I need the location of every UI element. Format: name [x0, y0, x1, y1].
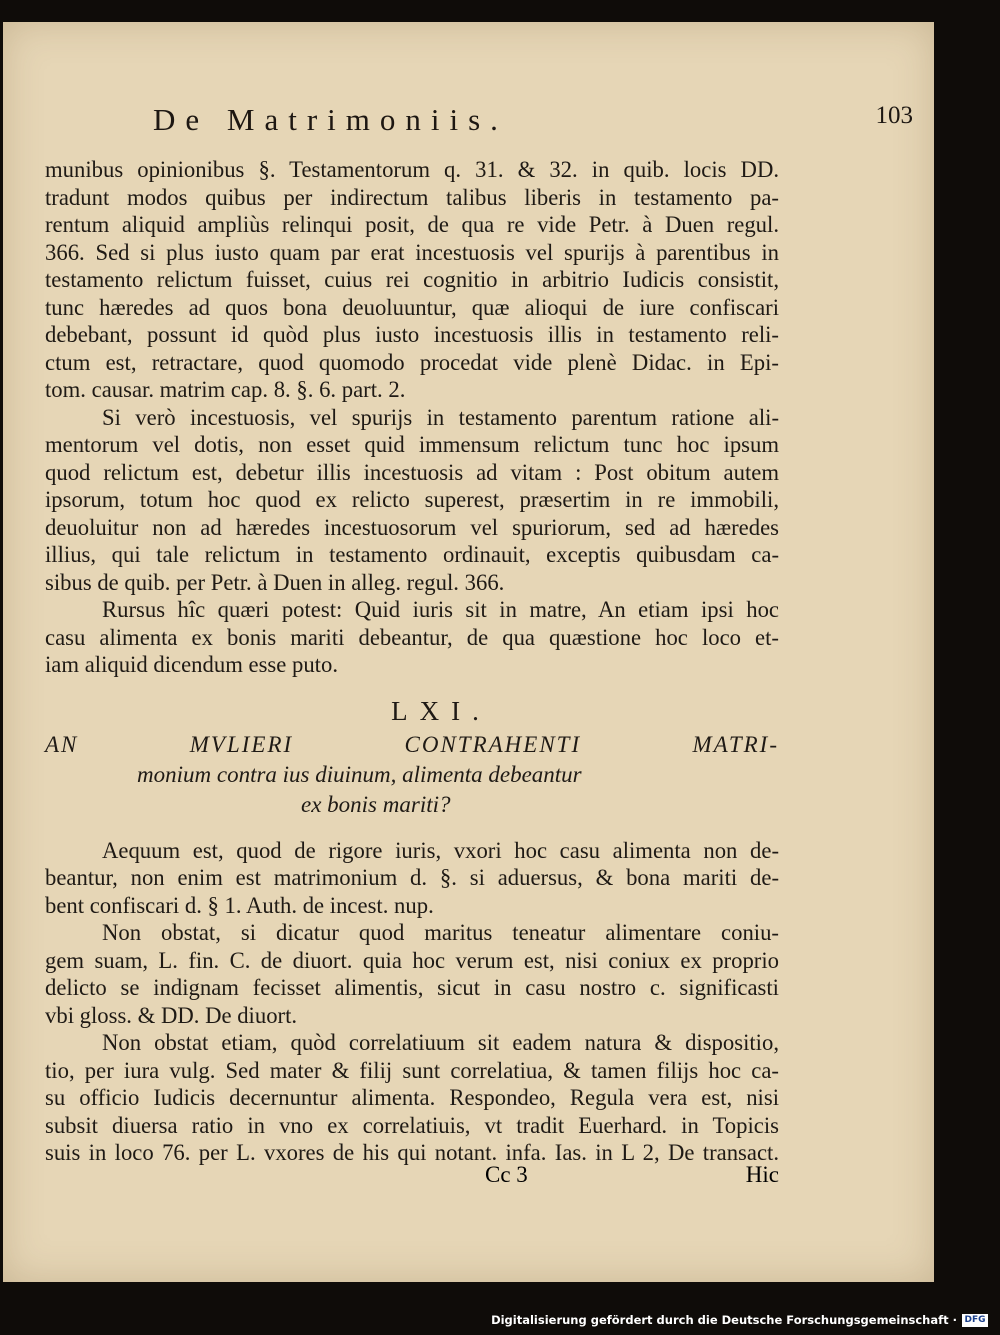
text-line: tradunt modos quibus per indirectum talibus liberis in testamento pa- [45, 184, 779, 210]
text-line: bent confiscari d. § 1. Auth. de incest. nup. [45, 892, 434, 918]
text-line: mentorum vel dotis, non esset quid immensum relictum tunc hoc ipsum [45, 432, 779, 457]
text-line: 366. Sed si plus iusto quam par erat incestuosis vel spurijs à parentibus in [45, 239, 779, 265]
text-line: Non obstat etiam, quòd correlatiuum sit eadem natura & dispositio, [102, 1030, 779, 1055]
text-line: testamento relictum fuisset, cuius rei cognitio in arbitrio Iudicis consistit, [45, 267, 779, 292]
text-line: Rursus hîc quæri potest: Quid iuris sit in matre, An etiam ipsi hoc [102, 597, 779, 622]
text-line: tio, per iura vulg. Sed mater & filij sunt correlatiua, & tamen filijs hoc ca- [45, 1057, 779, 1083]
text-line: debebant, possunt id quòd plus iusto incestuosis illis in testamento reli- [45, 322, 779, 347]
running-head [153, 102, 913, 142]
text-line: suis in loco 76. per L. vxores de his qui notant. infa. Ias. in L 2, De transact. [45, 1140, 779, 1165]
page-number: 103 [875, 102, 913, 129]
text-line: tom. causar. matrim cap. 8. §. 6. part. 2. [45, 377, 406, 402]
dfg-logo-icon: DFG [962, 1314, 988, 1327]
text-line: Si verò incestuosis, vel spurijs in testamento parentum ratione ali- [102, 404, 779, 430]
text-line: gem suam, L. fin. C. de diuort. quia hoc verum est, nisi coniux ex proprio [45, 947, 779, 973]
text-line: quod relictum est, debetur illis incestuosis ad vitam : Post obitum autem [45, 459, 779, 485]
text-line: beantur, non enim est matrimonium d. §. si aduersus, & bona mariti de- [45, 865, 779, 890]
text-line: casu alimenta ex bonis mariti debeantur, de qua quæstione hoc loco et- [45, 624, 779, 650]
signature-mark: Cc 3 [485, 1162, 528, 1187]
book-page [3, 22, 934, 1282]
text-line: illius, qui tale relictum in testamento ordinauit, exceptis quibusdam ca- [45, 542, 779, 567]
catchword: Hic [745, 1162, 779, 1187]
question-title-line: AN MVLIERI CONTRAHENTI MATRI- [45, 731, 779, 757]
text-line: rentum aliquid ampliùs relinqui posit, de qua re vide Petr. à Duen regul. [45, 212, 779, 237]
body-text [45, 156, 779, 1167]
text-line: Aequum est, quod de rigore iuris, vxori hoc casu alimenta non de- [102, 837, 779, 863]
credit-text: Digitalisierung gefördert durch die Deutsche Forschungsgemeinschaft · [491, 1313, 957, 1327]
text-line: subsit diuersa ratio in vno ex correlatiuis, vt tradit Euerhard. in Topicis [45, 1112, 779, 1138]
text-line: su officio Iudicis decernuntur alimenta. Respondeo, Regula vera est, nisi [45, 1085, 779, 1110]
text-line: Non obstat, si dicatur quod maritus teneatur alimentare coniu- [102, 920, 779, 945]
digitization-credit [491, 1309, 988, 1331]
running-title: De Matrimoniis. [153, 102, 508, 137]
text-line: deuoluitur non ad hæredes incestuosorum vel spuriorum, sed ad hæredes [45, 514, 779, 540]
text-line: iam aliquid dicendum esse puto. [45, 652, 338, 677]
text-line: munibus opinionibus §. Testamentorum q. 31. & 32. in quib. locis DD. [45, 157, 779, 182]
text-line: ipsorum, totum hoc quod ex relicto superest, præsertim in re immobili, [45, 487, 779, 512]
catchword-row [45, 1162, 779, 1190]
question-title-line: monium contra ius diuinum, alimenta debeantur [137, 761, 582, 787]
text-line: vbi gloss. & DD. De diuort. [45, 1002, 298, 1028]
text-line: sibus de quib. per Petr. à Duen in alleg. regul. 366. [45, 569, 505, 595]
text-line: delicto se indignam fecisset alimentis, sicut in casu nostro c. significasti [45, 975, 779, 1000]
text-line: tunc hæredes ad quos bona deuoluuntur, quæ alioqui de iure confiscari [45, 294, 779, 320]
text-line: ctum est, retractare, quod quomodo procedat vide plenè Didac. in Epi- [45, 349, 779, 375]
question-title-line: ex bonis mariti? [301, 791, 451, 817]
chapter-number: LXI. [391, 695, 491, 726]
